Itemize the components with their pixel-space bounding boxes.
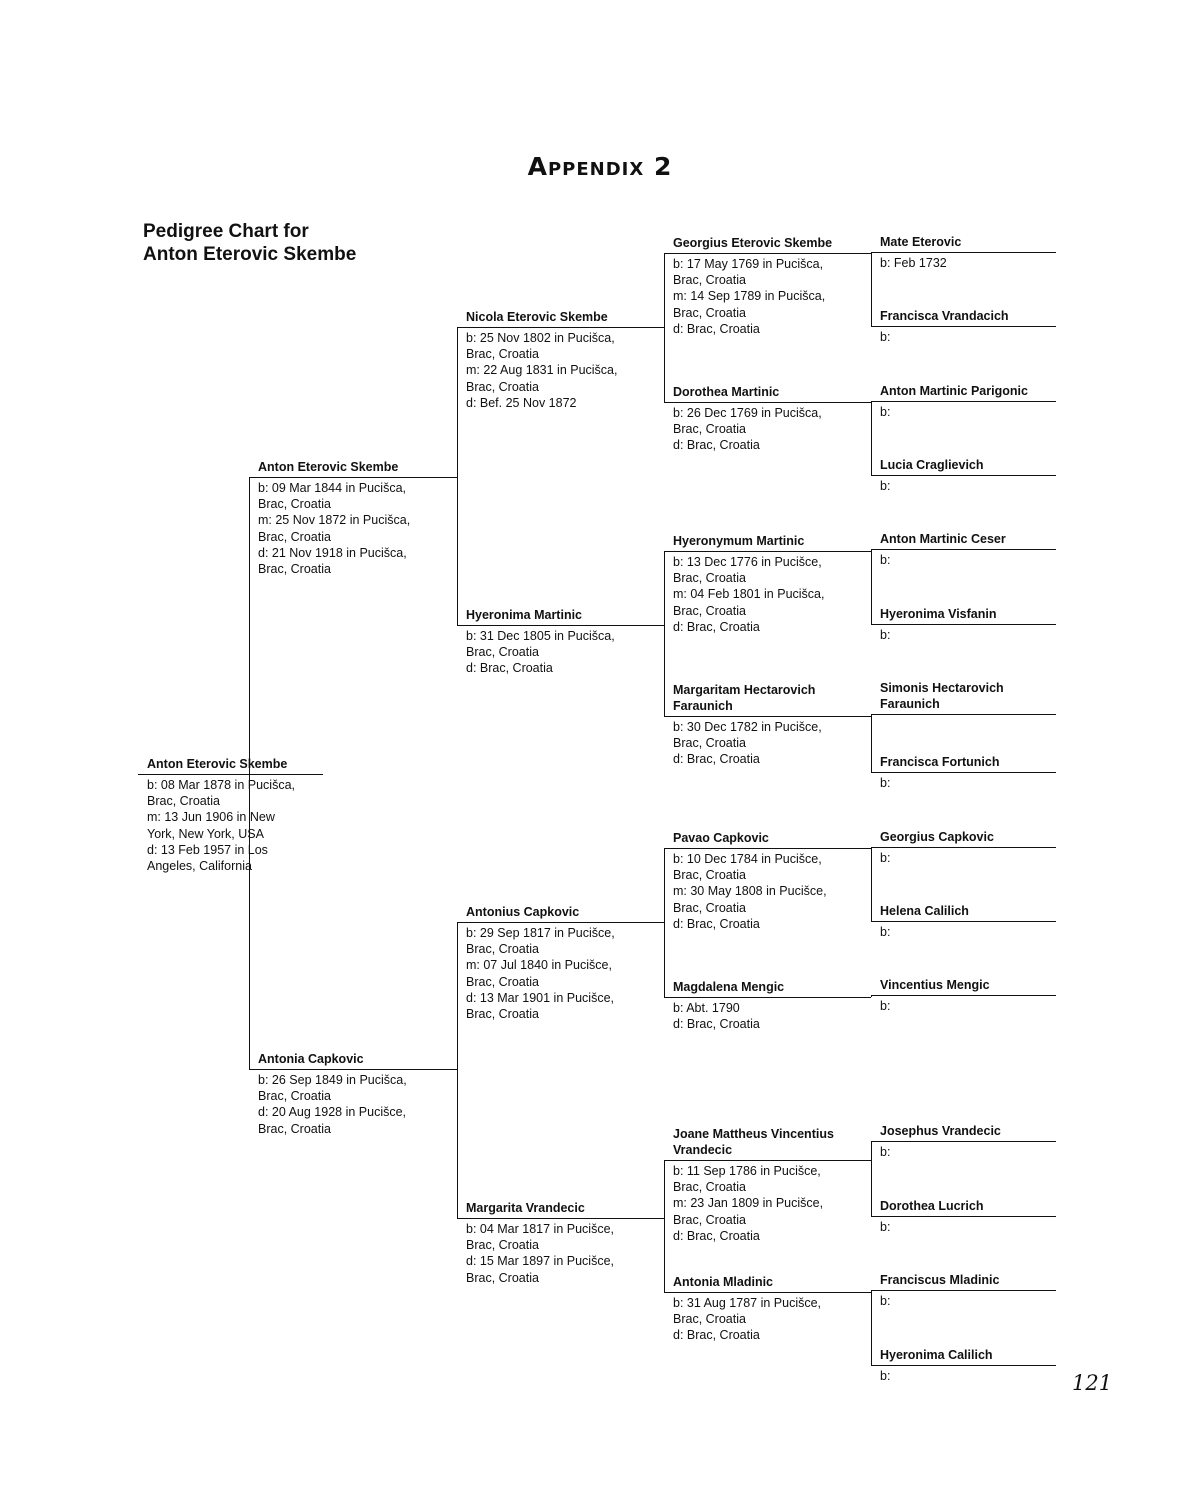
person-details [258,475,410,577]
person-p5 [466,607,615,677]
person-p3 [258,1051,407,1137]
name-underline [664,402,871,403]
person-detail-line: b: [880,628,891,642]
person-detail-line: Brac, Croatia [466,942,539,957]
person-detail-line: m: 30 May 1808 in Pucišce, [673,884,827,899]
person-detail-line: Brac, Croatia [466,379,539,394]
person-p22 [880,680,1055,717]
person-details [147,772,295,874]
person-name: Josephus Vrandecic [880,1123,1001,1138]
person-detail-line: m: 25 Nov 1872 in Pucišca, [258,513,411,528]
connector-line [871,847,872,921]
person-detail-line: Brac, Croatia [258,497,331,512]
person-name: Margaritam Hectarovich Faraunich [673,682,816,713]
person-detail-line: b: 17 May 1769 in Pucišca, [673,257,824,271]
name-underline [664,848,871,849]
person-details [466,1216,614,1286]
person-detail-line: b: 26 Dec 1769 in Pucišca, [673,406,822,420]
person-detail-line: Brac, Croatia [673,422,746,437]
person-name: Pavao Capkovic [673,830,769,845]
person-detail-line: b: [880,1220,891,1234]
person-detail-line: m: 07 Jul 1840 in Pucišce, [466,958,612,973]
person-details [880,1363,993,1384]
person-name: Lucia Craglievich [880,457,984,472]
person-p14 [673,1126,848,1244]
person-details [880,919,969,940]
person-name: Magdalena Mengic [673,979,785,994]
person-detail-line: Brac, Croatia [673,571,746,586]
connector-line [871,1290,872,1365]
person-detail-line: b: 11 Sep 1786 in Pucišce, [673,1164,821,1178]
connector-line [664,253,665,402]
person-detail-line: d: Brac, Croatia [673,752,760,767]
appendix-heading: Appendix 2 [527,152,673,181]
person-detail-line: b: Feb 1732 [880,256,947,270]
person-detail-line: b: Abt. 1790 [673,1001,740,1015]
person-name: Hyeronima Martinic [466,607,583,622]
person-name: Margarita Vrandecic [466,1200,585,1215]
connector-line [457,327,458,625]
connector-line [871,714,872,772]
person-details [673,549,824,635]
person-name: Francisca Fortunich [880,754,1000,769]
person-detail-line: Brac, Croatia [673,736,746,751]
person-detail-line: d: Brac, Croatia [673,619,760,634]
person-name: Anton Eterovic Skembe [258,459,399,474]
name-underline [871,401,1056,402]
name-underline [664,1160,871,1161]
person-detail-line: Brac, Croatia [466,1007,539,1022]
person-detail-line: m: 13 Jun 1906 in New [147,810,275,825]
person-detail-line: m: 14 Sep 1789 in Pucišca, [673,289,826,304]
person-detail-line: b: [880,851,891,865]
name-underline [871,1290,1056,1291]
person-name: Simonis Hectarovich Faraunich [880,680,1004,711]
person-detail-line: d: Brac, Croatia [673,1228,760,1243]
person-details [673,1290,821,1344]
name-underline [871,1141,1056,1142]
person-name: Nicola Eterovic Skembe [466,309,608,324]
person-detail-line: Brac, Croatia [673,603,746,618]
person-detail-line: m: 23 Jan 1809 in Pucišce, [673,1196,824,1211]
person-detail-line: Brac, Croatia [147,794,220,809]
person-details [880,770,999,791]
connector-line [664,848,665,997]
person-detail-line: Brac, Croatia [466,974,539,989]
person-details [673,714,848,768]
person-details [258,1067,407,1137]
person-details [673,1158,848,1244]
person-detail-line: b: [880,999,891,1013]
person-detail-line: d: Brac, Croatia [466,661,553,676]
person-p15 [673,1274,821,1344]
person-p10 [673,533,824,635]
person-details [880,399,1028,420]
person-name: Hyeronymum Martinic [673,533,805,548]
connector-line [871,549,872,624]
person-detail-line: b: 25 Nov 1802 in Pucišca, [466,331,615,345]
name-underline [664,551,871,552]
person-details [673,995,784,1032]
person-detail-line: b: 31 Dec 1805 in Pucišca, [466,629,615,643]
person-details [466,623,615,677]
name-underline [871,1216,1056,1217]
person-detail-line: b: [880,1145,891,1159]
person-detail-line: b: [880,479,891,493]
person-p8 [673,235,832,337]
person-detail-line: Brac, Croatia [673,868,746,883]
person-detail-line: m: 04 Feb 1801 in Pucišca, [673,587,825,602]
person-details [466,920,615,1022]
person-detail-line: d: 13 Feb 1957 in Los [147,842,268,857]
person-detail-line: b: [880,1294,891,1308]
person-name: Georgius Eterovic Skembe [673,235,833,250]
connector-line [664,1160,665,1292]
person-detail-line: d: Brac, Croatia [673,1328,760,1343]
person-name: Anton Martinic Ceser [880,531,1006,546]
connector-line [871,252,872,326]
person-detail-line: b: [880,405,891,419]
name-underline [871,326,1056,327]
person-detail-line: b: [880,553,891,567]
person-details [880,547,1006,568]
person-detail-line: d: Brac, Croatia [673,438,760,453]
person-detail-line: Brac, Croatia [466,1270,539,1285]
person-detail-line: d: Brac, Croatia [673,1017,760,1032]
person-detail-line: d: 20 Aug 1928 in Pucišce, [258,1105,407,1120]
person-detail-line: m: 22 Aug 1831 in Pucišca, [466,363,618,378]
person-detail-line: Brac, Croatia [673,273,746,288]
person-details [880,324,1009,345]
person-detail-line: York, New York, USA [147,826,264,841]
person-detail-line: Brac, Croatia [466,645,539,660]
name-underline [457,1218,664,1219]
connector-line [664,551,665,716]
name-underline [871,772,1056,773]
person-name: Joane Mattheus Vincentius Vrandecic [673,1126,834,1157]
page-number: 121 [1072,1371,1113,1395]
person-detail-line: b: 08 Mar 1878 in Pucišca, [147,778,295,792]
person-name: Georgius Capkovic [880,829,994,844]
person-detail-line: b: 10 Dec 1784 in Pucišce, [673,852,822,866]
person-detail-line: b: [880,1369,891,1383]
person-name: Franciscus Mladinic [880,1272,1000,1287]
name-underline [664,253,871,254]
person-detail-line: Brac, Croatia [258,562,331,577]
name-underline [138,774,323,775]
person-details [466,325,617,411]
person-detail-line: Brac, Croatia [258,529,331,544]
name-underline [871,549,1056,550]
person-detail-line: Brac, Croatia [673,305,746,320]
name-underline [871,1365,1056,1366]
connector-line [871,995,872,997]
person-detail-line: b: 09 Mar 1844 in Pucišca, [258,481,406,495]
person-detail-line: b: 30 Dec 1782 in Pucišce, [673,720,822,734]
person-detail-line: b: 29 Sep 1817 in Pucišce, [466,926,615,940]
name-underline [871,252,1056,253]
name-underline [664,997,871,998]
person-details [880,1139,1001,1160]
person-p13 [673,979,784,1033]
person-details [880,1214,984,1235]
person-p7 [466,1200,614,1286]
person-detail-line: Brac, Croatia [673,1180,746,1195]
connector-line [457,922,458,1218]
person-detail-line: Angeles, California [147,859,252,874]
person-name: Antonia Capkovic [258,1051,364,1066]
person-p9 [673,384,822,454]
person-details [880,622,996,643]
person-detail-line: b: 04 Mar 1817 in Pucišce, [466,1222,614,1236]
person-name: Anton Eterovic Skembe [147,756,288,771]
person-details [673,251,832,337]
person-detail-line: b: [880,925,891,939]
person-detail-line: Brac, Croatia [673,1312,746,1327]
person-detail-line: b: 13 Dec 1776 in Pucišce, [673,555,822,569]
person-detail-line: Brac, Croatia [258,1089,331,1104]
person-detail-line: d: Bef. 25 Nov 1872 [466,395,577,410]
person-p11 [673,682,848,768]
name-underline [457,327,664,328]
name-underline [457,922,664,923]
connector-line [249,477,250,1069]
person-details [880,473,984,494]
person-detail-line: Brac, Croatia [673,1212,746,1227]
person-name: Anton Martinic Parigonic [880,383,1028,398]
person-name: Hyeronima Calilich [880,1347,993,1362]
person-name: Helena Calilich [880,903,969,918]
person-detail-line: Brac, Croatia [258,1121,331,1136]
name-underline [249,477,457,478]
person-detail-line: d: Brac, Croatia [673,321,760,336]
person-name: Dorothea Martinic [673,384,780,399]
person-detail-line: Brac, Croatia [466,1238,539,1253]
person-details [880,250,961,271]
person-p4 [466,309,617,411]
person-name: Francisca Vrandacich [880,308,1009,323]
chart-title [143,220,356,266]
person-detail-line: b: [880,776,891,790]
person-p12 [673,830,827,932]
name-underline [249,1069,457,1070]
name-underline [457,625,664,626]
person-details [880,993,990,1014]
person-name: Vincentius Mengic [880,977,990,992]
name-underline [871,475,1056,476]
chart-title-line2: Anton Eterovic Skembe [143,244,357,265]
person-name: Dorothea Lucrich [880,1198,984,1213]
person-name: Antonius Capkovic [466,904,580,919]
person-name: Hyeronima Visfanin [880,606,997,621]
chart-title-line1: Pedigree Chart for [143,221,309,242]
person-detail-line: b: 26 Sep 1849 in Pucišca, [258,1073,407,1087]
name-underline [871,995,1056,996]
connector-line [871,1141,872,1216]
person-details [673,400,822,454]
person-detail-line: d: 13 Mar 1901 in Pucišce, [466,990,614,1005]
person-detail-line: Brac, Croatia [466,347,539,362]
person-detail-line: d: 15 Mar 1897 in Pucišce, [466,1254,614,1269]
name-underline [664,1292,871,1293]
person-detail-line: b: [880,330,891,344]
name-underline [871,847,1056,848]
name-underline [871,921,1056,922]
person-details [673,846,827,932]
person-detail-line: d: 21 Nov 1918 in Pucišca, [258,545,407,560]
person-name: Antonia Mladinic [673,1274,773,1289]
person-detail-line: b: 31 Aug 1787 in Pucišce, [673,1296,822,1310]
name-underline [871,714,1056,715]
connector-line [871,401,872,475]
name-underline [664,716,871,717]
name-underline [871,624,1056,625]
person-details [880,845,994,866]
person-name: Mate Eterovic [880,234,962,249]
person-detail-line: d: Brac, Croatia [673,916,760,931]
person-details [880,1288,999,1309]
person-detail-line: Brac, Croatia [673,900,746,915]
